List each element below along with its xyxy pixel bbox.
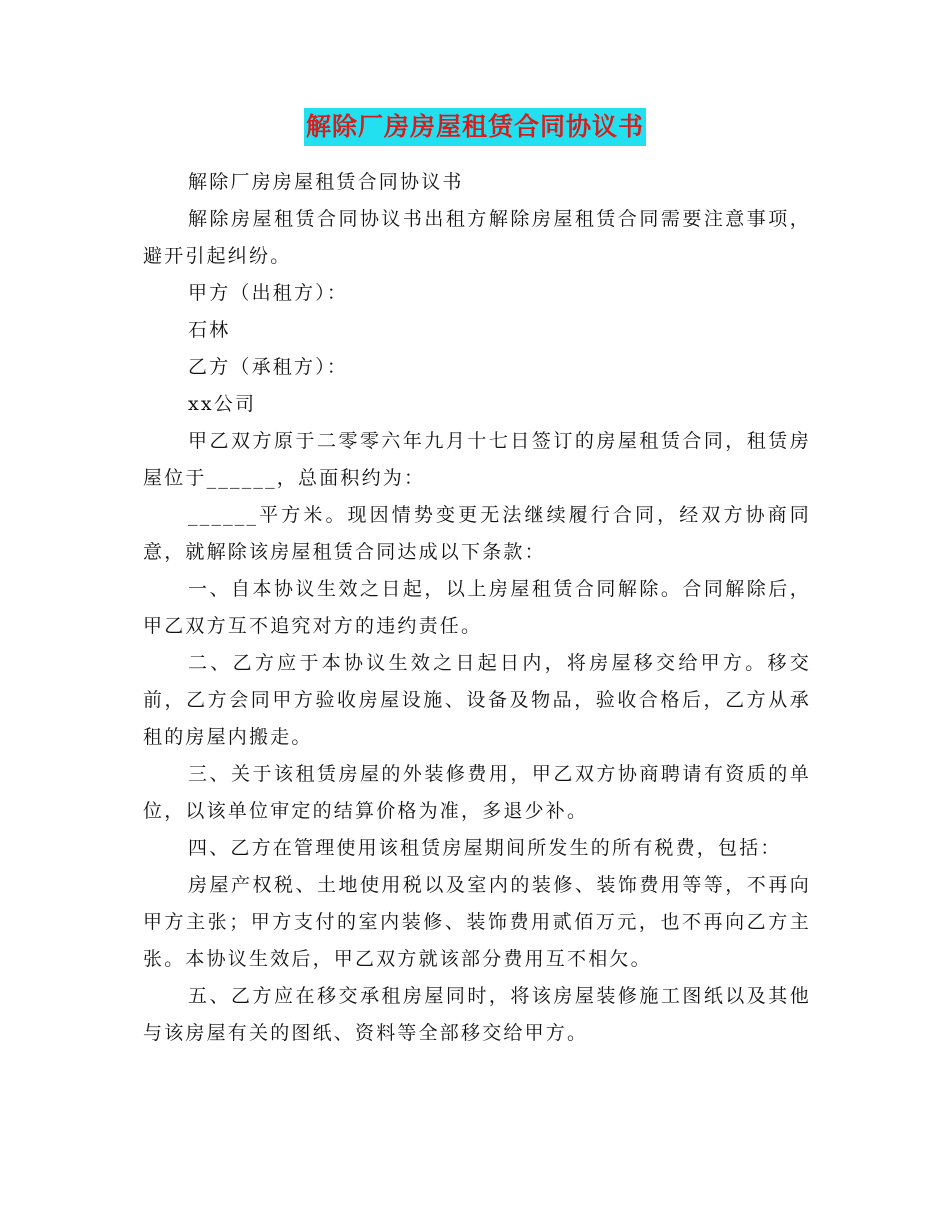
document-title: 解除厂房房屋租赁合同协议书: [304, 108, 646, 146]
paragraph-clause-3: 三、关于该租赁房屋的外装修费用，甲乙双方协商聘请有资质的单位，以该单位审定的结算价格为准，多退少补。: [143, 763, 811, 822]
paragraph-party-b-label: 乙方（承租方）：: [188, 356, 349, 378]
paragraph-heading: 解除厂房房屋租赁合同协议书: [188, 171, 464, 193]
title-container: [0, 108, 950, 146]
paragraph-intro: 解除房屋租赁合同协议书出租方解除房屋租赁合同需要注意事项，避开引起纠纷。: [143, 208, 811, 267]
paragraph-clause-1: 一、自本协议生效之日起，以上房屋租赁合同解除。合同解除后，甲乙双方互不追究对方的违约责任。: [143, 578, 811, 637]
paragraph-party-b-name: xx公司: [188, 393, 257, 415]
paragraph-original-contract: 甲乙双方原于二零零六年九月十七日签订的房屋租赁合同，租赁房屋位于______，总面积约为：: [143, 430, 811, 489]
paragraph-clause-2: 二、乙方应于本协议生效之日起日内，将房屋移交给甲方。移交前，乙方会同甲方验收房屋设施、设备及物品，验收合格后，乙方从承租的房屋内搬走。: [143, 652, 811, 748]
paragraph-clause-4: 四、乙方在管理使用该租赁房屋期间所发生的所有税费，包括：: [188, 837, 782, 859]
document-body: [143, 164, 811, 1052]
paragraph-clause-5: 五、乙方应在移交承租房屋同时，将该房屋装修施工图纸以及其他与该房屋有关的图纸、资料等全部移交给甲方。: [143, 985, 811, 1044]
paragraph-area-and-agreement: ______平方米。现因情势变更无法继续履行合同，经双方协商同意，就解除该房屋租赁合同达成以下条款：: [143, 504, 811, 563]
paragraph-party-a-label: 甲方（出租方）：: [188, 282, 349, 304]
paragraph-clause-4-detail: 房屋产权税、土地使用税以及室内的装修、装饰费用等等，不再向甲方主张；甲方支付的室内装修、装饰费用贰佰万元，也不再向乙方主张。本协议生效后，甲乙双方就该部分费用互不相欠。: [143, 874, 811, 970]
paragraph-party-a-name: 石林: [188, 319, 231, 341]
